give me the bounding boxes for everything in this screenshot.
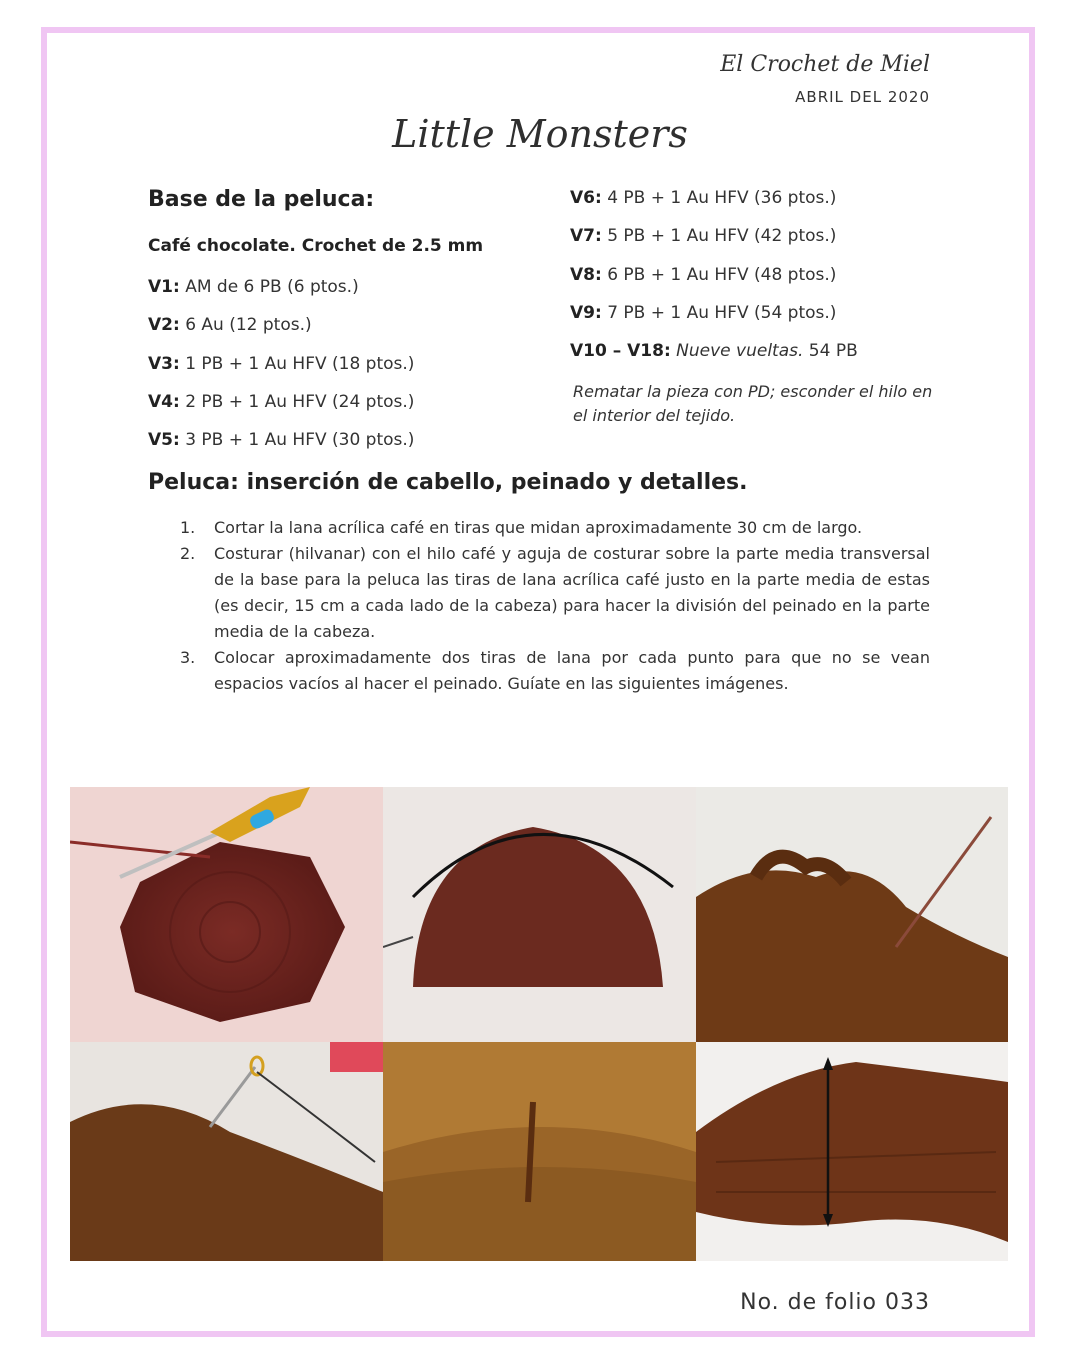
photo-needle-threading: [70, 1042, 383, 1261]
round-row: [148, 354, 414, 374]
section-heading-wig: Peluca: inserción de cabello, peinado y detalles.: [148, 470, 748, 495]
round-row: [148, 315, 312, 335]
round-text: 5 PB + 1 Au HFV (42 ptos.): [601, 226, 837, 246]
section-heading-base: Base de la peluca:: [148, 187, 375, 212]
round-text: 6 Au (12 ptos.): [179, 315, 312, 335]
finishing-note: Rematar la pieza con PD; esconder el hilo en el interior del tejido.: [573, 382, 933, 425]
round-row: [148, 277, 359, 297]
round-label: V1:: [148, 277, 180, 297]
round-text: 4 PB + 1 Au HFV (36 ptos.): [601, 188, 837, 208]
round-text: 2 PB + 1 Au HFV (24 ptos.): [179, 392, 415, 412]
round-emphasis: Nueve vueltas.: [670, 341, 804, 361]
step-text: Colocar aproximadamente dos tiras de lana por cada punto para que no se vean espacios vacíos al hacer el peinado. Guíate en las siguientes imágenes.: [214, 648, 930, 693]
step-text: Cortar la lana acrílica café en tiras que midan aproximadamente 30 cm de largo.: [214, 518, 863, 537]
round-row: [570, 188, 836, 208]
folio-number: No. de folio 033: [740, 1290, 930, 1315]
round-row: [570, 303, 836, 323]
round-label: V5:: [148, 430, 180, 450]
round-label: V7:: [570, 226, 602, 246]
round-label: V3:: [148, 354, 180, 374]
brand-name: El Crochet de Miel: [720, 52, 930, 77]
step-number: 3.: [180, 648, 196, 667]
round-row: [570, 265, 836, 285]
round-text: 1 PB + 1 Au HFV (18 ptos.): [179, 354, 415, 374]
step-number: 1.: [180, 518, 196, 537]
issue-date: ABRIL DEL 2020: [795, 88, 930, 106]
round-label: V4:: [148, 392, 180, 412]
step-text: Costurar (hilvanar) con el hilo café y aguja de costurar sobre la parte media transversal de la base para la peluca las tiras de lana acrílica café justo en la parte media de estas (es decir, 15 cm a cada lado de la cabeza) para hacer la división del peinado en la parte media de la cabeza.: [214, 544, 930, 641]
round-label: V9:: [570, 303, 602, 323]
round-label: V10 – V18:: [570, 341, 671, 361]
photo-crochet-base-flat: [70, 787, 383, 1042]
photo-grid: [70, 787, 1008, 1261]
instruction-step: [180, 645, 930, 697]
step-number: 2.: [180, 544, 196, 563]
round-text: AM de 6 PB (6 ptos.): [179, 277, 359, 297]
round-row: [148, 392, 414, 412]
instruction-step: [180, 541, 930, 645]
photo-crochet-base-dome: [383, 787, 696, 1042]
instruction-step: [180, 515, 930, 541]
yarn-spec: Café chocolate. Crochet de 2.5 mm: [148, 236, 484, 256]
round-text: 6 PB + 1 Au HFV (48 ptos.): [601, 265, 837, 285]
round-row-v10-v18: [570, 341, 858, 361]
photo-hair-strands-top: [696, 787, 1008, 1042]
round-row: [148, 430, 414, 450]
round-text: 54 PB: [803, 341, 858, 361]
photo-hair-stitched-center: [383, 1042, 696, 1261]
round-text: 3 PB + 1 Au HFV (30 ptos.): [179, 430, 415, 450]
photo-hair-bundle-measured: [696, 1042, 1008, 1261]
round-row: [570, 226, 836, 246]
round-label: V8:: [570, 265, 602, 285]
instruction-list: [180, 515, 930, 697]
round-text: 7 PB + 1 Au HFV (54 ptos.): [601, 303, 837, 323]
page-title: Little Monsters: [392, 112, 688, 156]
round-label: V2:: [148, 315, 180, 335]
round-label: V6:: [570, 188, 602, 208]
